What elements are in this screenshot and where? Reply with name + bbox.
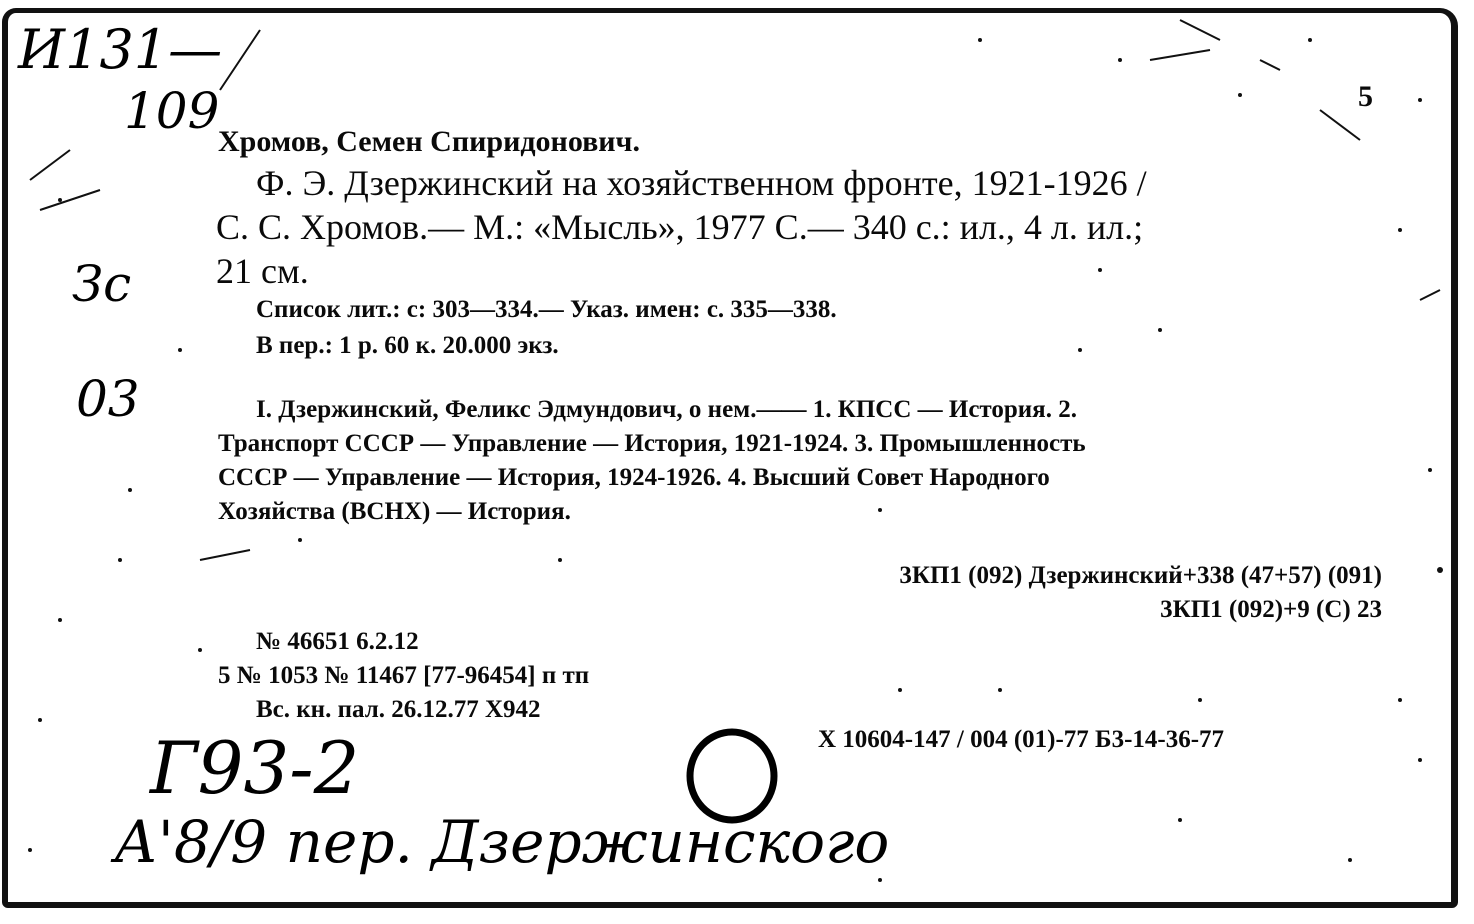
subjects-line-2: Транспорт СССР — Управление — История, 1921-1924. 3. Промышленность (218, 430, 1086, 457)
title-line-1: Ф. Э. Дзержинский на хозяйственном фронте, 1921-1926 / (256, 163, 1147, 203)
classification-2: 3КП1 (092)+9 (С) 23 (1160, 596, 1382, 623)
record-line-1: № 46651 6.2.12 (256, 628, 419, 655)
corner-number: 5 (1358, 80, 1373, 113)
notes-line-1: Список лит.: с: 303—334.— Указ. имен: с. 335—338. (256, 296, 837, 323)
record-line-2: 5 № 1053 № 11467 [77-96454] п тп (218, 662, 590, 689)
handwritten-call-number-sub: 109 (124, 82, 220, 140)
record-line-3: Вс. кн. пал. 26.12.77 Х942 (256, 696, 541, 723)
title-line-3: 21 см. (216, 251, 309, 291)
author-heading: Хромов, Семен Спиридонович. (218, 125, 640, 158)
title-line-2: С. С. Хромов.— М.: «Мысль», 1977 С.— 340 с.: ил., 4 л. ил.; (216, 207, 1144, 247)
handwritten-margin-mark-1: Зс (72, 255, 132, 313)
handwritten-margin-mark-2: 03 (76, 370, 140, 428)
index-code: Х 10604-147 / 004 (01)-77 Б3-14-36-77 (818, 726, 1225, 753)
handwritten-call-number-top: И131— (18, 18, 223, 81)
classification-1: 3КП1 (092) Дзержинский+338 (47+57) (091) (899, 562, 1382, 589)
notes-line-2: В пер.: 1 р. 60 к. 20.000 экз. (256, 332, 559, 359)
handwritten-note: А'8/9 пер. Дзержинского (114, 808, 890, 876)
subjects-line-4: Хозяйства (ВСНХ) — История. (218, 498, 571, 525)
subjects-line-1: I. Дзержинский, Феликс Эдмундович, о нем.—— 1. КПСС — История. 2. (256, 396, 1077, 423)
subjects-line-3: СССР — Управление — История, 1924-1926. 4. Высший Совет Народного (218, 464, 1050, 491)
handwritten-shelf-mark: Г93-2 (150, 726, 360, 810)
